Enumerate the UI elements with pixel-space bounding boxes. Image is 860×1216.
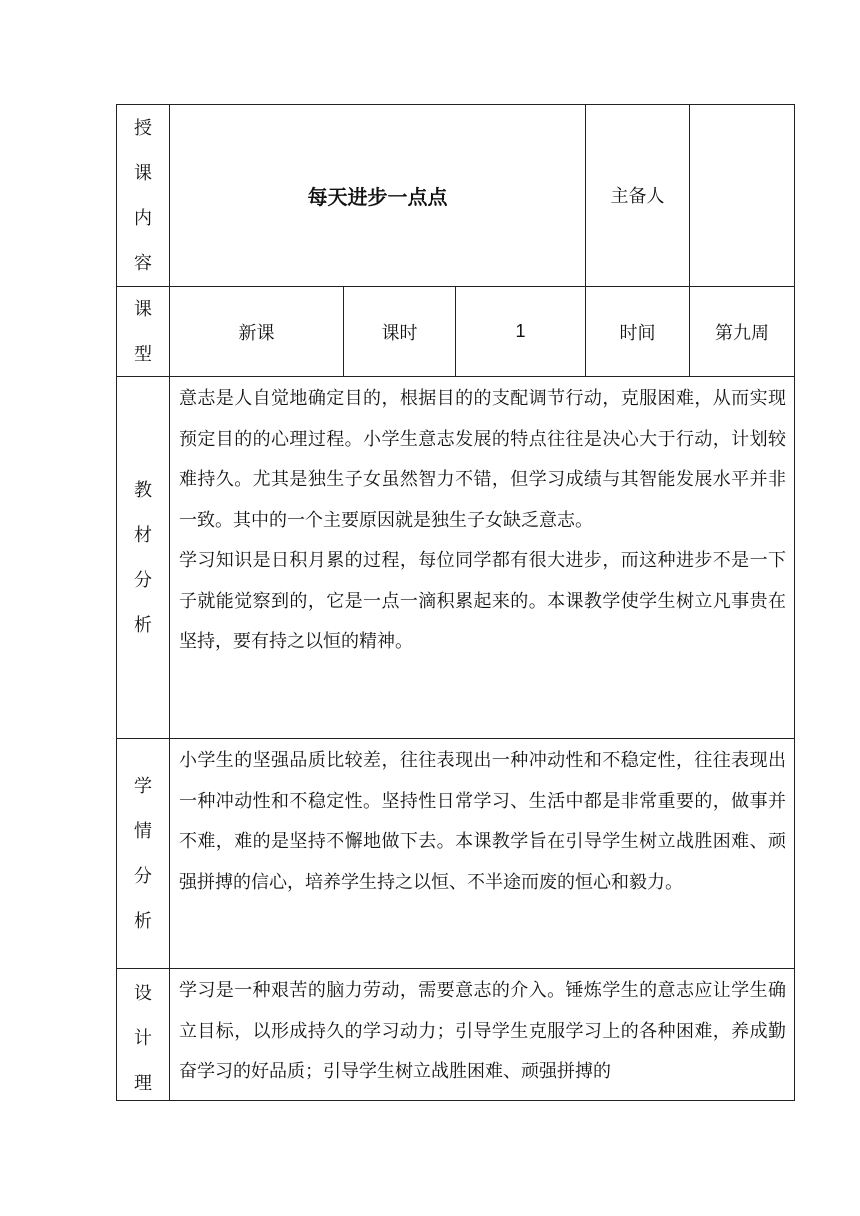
type-label-char: 课	[134, 298, 152, 320]
preparer-label-cell	[586, 105, 690, 287]
student-label-char: 析	[134, 910, 152, 932]
material-label-char: 教	[134, 479, 152, 501]
hours-value-cell	[456, 287, 586, 377]
type-label-cell	[117, 287, 170, 377]
hours-label-cell	[344, 287, 456, 377]
preparer-value-cell	[690, 105, 795, 287]
content-label-char: 容	[134, 252, 152, 274]
design-label-char: 理	[134, 1073, 152, 1094]
student-analysis-cell	[170, 739, 795, 969]
student-label-char: 情	[134, 820, 152, 842]
type-label-char: 型	[134, 343, 152, 365]
design-label-char: 设	[134, 983, 152, 1004]
student-paragraph: 小学生的坚强品质比较差，往往表现出一种冲动性和不稳定性，往往表现出一种冲动性和不稳定性。坚持性日常学习、生活中都是非常重要的，做事并不难，难的是坚持不懈地做下去。本课教学旨在引导学生树立战胜困难、顽强拼搏的信心，培养学生持之以恒、不半途而废的恒心和毅力。	[179, 750, 786, 893]
design-label-char: 计	[134, 1028, 152, 1049]
material-label-cell	[117, 377, 170, 739]
time-label-cell	[586, 287, 690, 377]
content-label-char: 授	[134, 117, 152, 139]
time-value-cell	[690, 287, 795, 377]
design-rationale-cell	[170, 969, 795, 1101]
lesson-plan-table	[116, 104, 795, 1101]
lesson-title: 每天进步一点点	[307, 185, 448, 209]
content-label-cell	[117, 105, 170, 287]
material-label-char: 析	[134, 614, 152, 636]
student-label-char: 学	[134, 775, 152, 797]
type-value: 新课	[238, 322, 275, 344]
design-label-cell	[117, 969, 170, 1101]
type-value-cell	[170, 287, 344, 377]
material-analysis-cell	[170, 377, 795, 739]
hours-label: 课时	[381, 322, 418, 344]
lesson-title-cell	[170, 105, 586, 287]
time-label: 时间	[619, 322, 656, 344]
content-label-char: 课	[134, 162, 152, 184]
material-label-char: 分	[134, 569, 152, 591]
design-paragraph: 学习是一种艰苦的脑力劳动，需要意志的介入。锤炼学生的意志应让学生确立目标，以形成持久的学习动力；引导学生克服学习上的各种困难，养成勤奋学习的好品质；引导学生树立战胜困难、顽强拼搏的	[179, 980, 786, 1082]
time-value: 第九周	[715, 322, 769, 344]
material-paragraph: 意志是人自觉地确定目的，根据目的的支配调节行动，克服困难，从而实现预定目的的心理过程。小学生意志发展的特点往往是决心大于行动，计划较难持久。尤其是独生子女虽然智力不错，但学习成绩与其智能发展水平并非一致。其中的一个主要原因就是独生子女缺乏意志。	[179, 388, 786, 531]
material-label-char: 材	[134, 524, 152, 546]
student-label-char: 分	[134, 865, 152, 887]
material-paragraph: 学习知识是日积月累的过程，每位同学都有很大进步，而这种进步不是一下子就能觉察到的，它是一点一滴积累起来的。本课教学使学生树立凡事贵在坚持，要有持之以恒的精神。	[179, 550, 786, 652]
student-label-cell	[117, 739, 170, 969]
content-label-char: 内	[134, 207, 152, 229]
hours-value: 1	[515, 321, 526, 341]
preparer-label: 主备人	[610, 185, 665, 207]
